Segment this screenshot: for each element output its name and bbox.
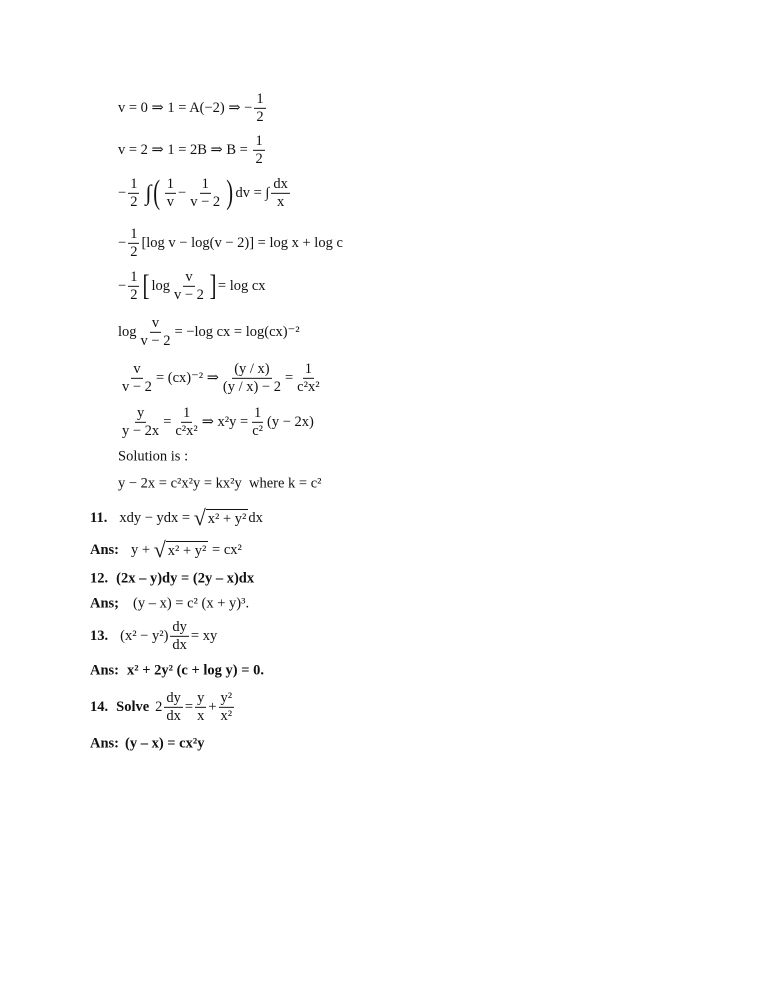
numerator: 1: [130, 268, 138, 285]
denominator: 2: [256, 108, 264, 125]
fraction: [188, 176, 222, 210]
numerator: y²: [220, 689, 233, 706]
numerator: 1: [255, 132, 263, 149]
question-number: 12.: [90, 570, 109, 587]
radicand: x² + y²: [167, 542, 207, 559]
expr: (y – x) = cx²y: [125, 735, 205, 752]
answer-label: Ans:: [90, 541, 120, 558]
numerator: 1: [201, 175, 209, 192]
question-14: [90, 690, 236, 724]
numerator: v: [151, 314, 160, 331]
expr: v = 2 ⇒ 1 = 2B ⇒ B =: [118, 141, 252, 158]
numerator: v: [133, 360, 141, 377]
expr: = xy: [190, 627, 218, 644]
left-paren: (: [153, 174, 161, 211]
denominator: c²x²: [175, 422, 198, 439]
expr: log: [118, 323, 137, 340]
expr: y +: [131, 541, 154, 558]
equation-line-5: [118, 269, 266, 303]
radical-sign: √: [193, 505, 206, 530]
denominator: (y / x) − 2: [222, 378, 281, 395]
denominator: dx: [172, 636, 187, 653]
expr: = (cx)⁻² ⇒: [155, 369, 219, 386]
fraction: [139, 315, 173, 349]
equation-line-7: [118, 361, 324, 395]
numerator: 1: [182, 404, 191, 421]
denominator: v − 2: [173, 286, 204, 303]
solve-label: Solve: [116, 698, 150, 715]
denominator: 2: [130, 243, 138, 260]
expr: −: [178, 184, 187, 201]
answer-label: Ans:: [90, 735, 120, 752]
expr: v = 0 ⇒ 1 = A(−2) ⇒ −: [118, 99, 253, 116]
expr: = log cx: [217, 277, 266, 294]
question-13: [90, 619, 217, 653]
expr: [log v − log(v − 2)] = log x + log c: [141, 234, 343, 251]
numerator: v: [185, 268, 193, 285]
expr: =: [163, 413, 172, 430]
left-bracket: [: [142, 269, 150, 302]
denominator: c²x²: [297, 378, 320, 395]
numerator: dy: [166, 689, 181, 706]
fraction: [254, 91, 265, 125]
expr: =: [184, 698, 194, 715]
expr: dx: [248, 509, 263, 526]
solution-label: Solution is :: [118, 448, 189, 465]
answer-label: Ans:: [90, 662, 120, 679]
denominator: y − 2x: [122, 422, 160, 439]
integral-sign: ∫: [145, 180, 152, 205]
numerator: 1: [256, 90, 264, 107]
numerator: y: [136, 404, 145, 421]
numerator: dy: [172, 618, 187, 635]
expr: x² + 2y² (c + log y) = 0.: [127, 662, 264, 679]
fraction: [172, 269, 206, 303]
expr: −: [118, 277, 127, 294]
numerator: 1: [130, 175, 138, 192]
question-number: 13.: [90, 627, 109, 644]
question-11: [90, 507, 263, 529]
numerator: 1: [253, 404, 262, 421]
numerator: 1: [304, 360, 312, 377]
fraction: [271, 176, 290, 210]
denominator: v: [166, 193, 175, 210]
fraction: [195, 690, 206, 724]
expr: (x² − y²): [120, 627, 169, 644]
fraction: [120, 361, 154, 395]
fraction: [173, 405, 199, 439]
expr: xdy − ydx =: [119, 509, 194, 526]
square-root: [194, 507, 249, 529]
radical-sign: √: [153, 537, 166, 562]
denominator: dx: [166, 707, 181, 724]
expr: =: [284, 369, 294, 386]
denominator: c²: [252, 422, 263, 439]
denominator: 2: [130, 193, 138, 210]
answer-12: [90, 596, 249, 613]
solution-equation: y − 2x = c²x²y = kx²y where k = c²: [118, 475, 322, 492]
expr: 2: [155, 698, 163, 715]
expr: = −log cx = log(cx)⁻²: [174, 323, 300, 340]
denominator: v − 2: [122, 378, 152, 395]
numerator: dx: [273, 175, 288, 192]
expr: = cx²: [208, 541, 242, 558]
denominator: 2: [255, 150, 263, 167]
denominator: 2: [130, 286, 138, 303]
expr: log: [151, 277, 170, 294]
answer-11: [90, 539, 242, 561]
fraction: [170, 619, 189, 653]
fraction: [250, 405, 265, 439]
expr: dv = ∫: [235, 184, 270, 201]
expr: (2x – y)dy = (2y – x)dx: [116, 570, 255, 587]
fraction: [219, 690, 235, 724]
numerator: 1: [166, 175, 175, 192]
equation-line-8: [118, 405, 314, 439]
denominator: x: [197, 707, 205, 724]
fraction: [295, 361, 321, 395]
fraction: [128, 269, 139, 303]
equation-line-4: [118, 226, 343, 260]
fraction: [164, 690, 183, 724]
radicand: x² + y²: [207, 510, 247, 527]
answer-label: Ans;: [90, 595, 120, 612]
equation-line-6: [118, 315, 300, 349]
numerator: (y / x): [234, 360, 270, 377]
fraction: [128, 176, 139, 210]
fraction: [165, 176, 176, 210]
question-number: 14.: [90, 698, 109, 715]
right-paren: ): [226, 174, 234, 211]
denominator: x²: [220, 707, 233, 724]
fraction: [128, 226, 139, 260]
expr: +: [208, 698, 217, 715]
expr: (y − 2x): [267, 413, 314, 430]
question-12: [90, 571, 254, 588]
expr: −: [118, 184, 127, 201]
answer-13: [90, 663, 264, 680]
equation-line-3: [118, 176, 292, 210]
expr: ⇒ x²y =: [201, 413, 249, 430]
expr: −: [118, 234, 127, 251]
numerator: 1: [130, 225, 138, 242]
fraction: [120, 405, 161, 439]
right-bracket: ]: [209, 269, 217, 302]
equation-line-1: [118, 91, 268, 125]
answer-14: [90, 736, 204, 753]
fraction: [221, 361, 283, 395]
question-number: 11.: [90, 509, 108, 526]
denominator: v − 2: [140, 332, 171, 349]
fraction: [253, 133, 264, 167]
expr: (y – x) = c² (x + y)³.: [133, 595, 250, 612]
numerator: y: [197, 689, 205, 706]
square-root: [154, 539, 209, 561]
equation-line-2: [118, 133, 267, 167]
denominator: v − 2: [190, 193, 221, 210]
denominator: x: [277, 193, 285, 210]
